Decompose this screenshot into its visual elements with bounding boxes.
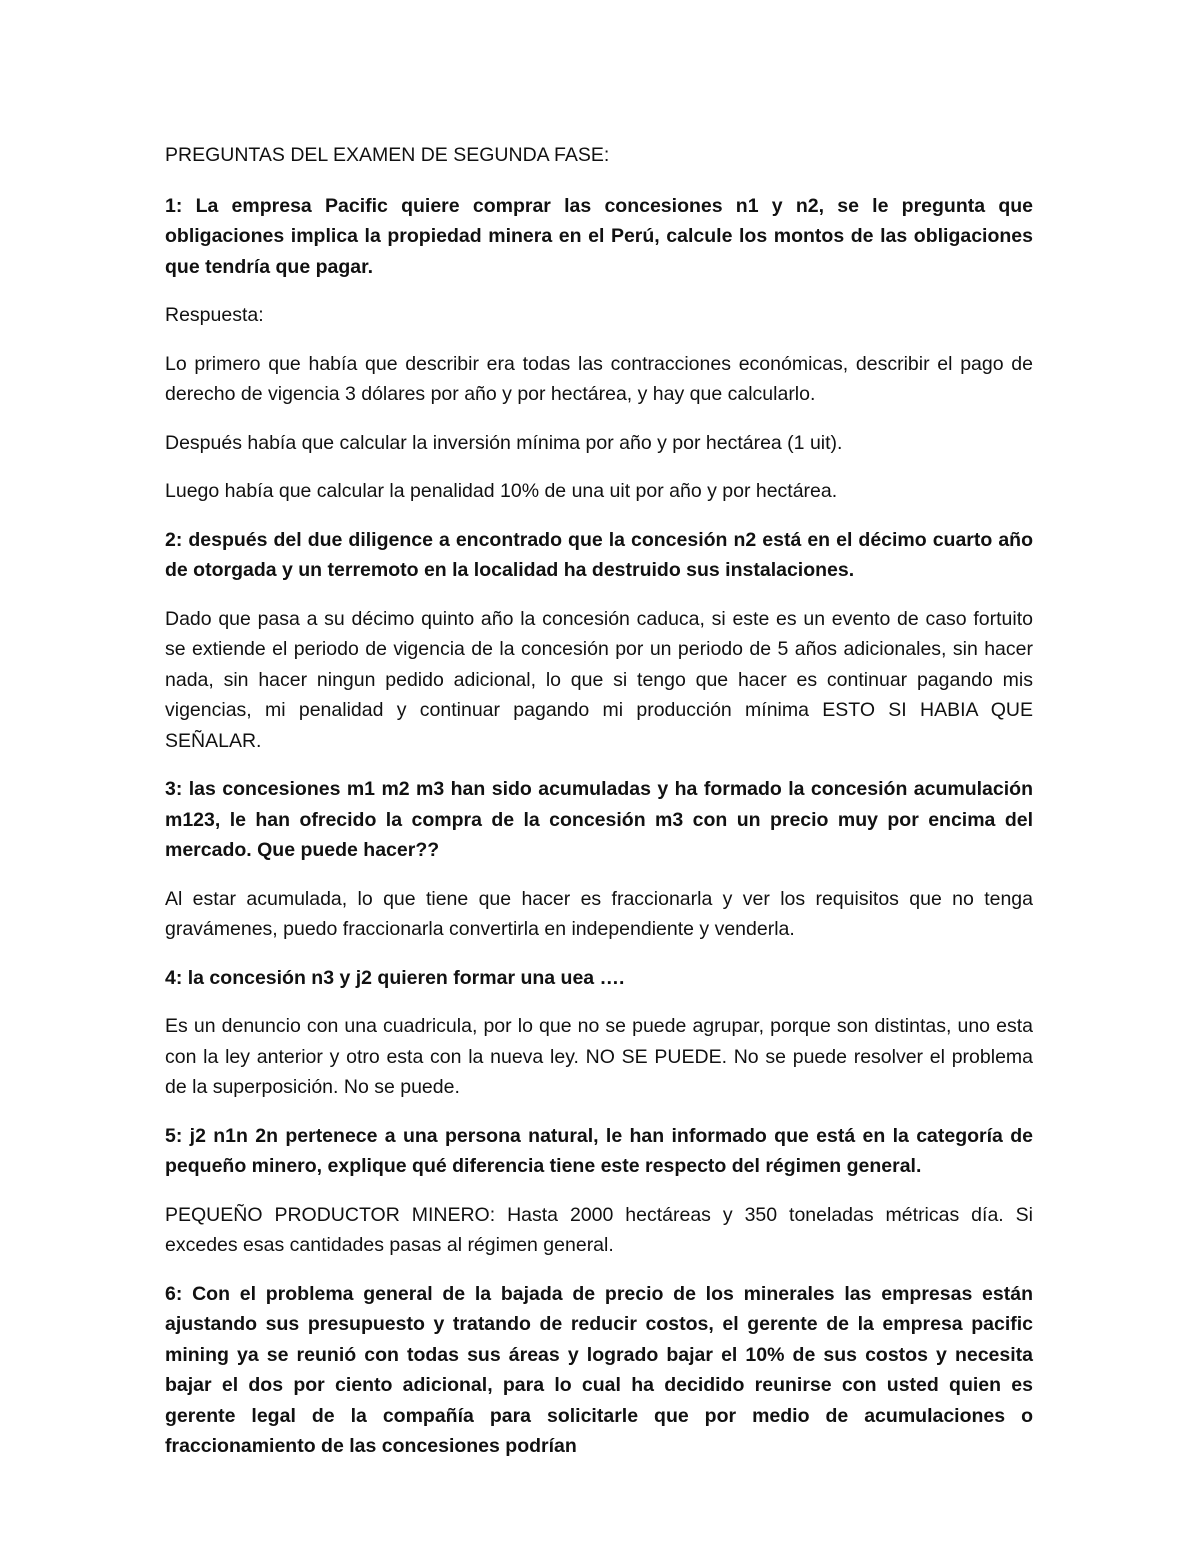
question-2: 2: después del due diligence a encontrado que la concesión n2 está en el décimo cuarto año de otorgada y un terremoto en la localidad ha destruido sus instalaciones. [165, 528, 1033, 581]
question-6: 6: Con el problema general de la bajada de precio de los minerales las empresas están ajustando sus presupuesto y tratando de reducir costos, el gerente de la empresa pacific mining ya se reunió con todas sus áreas y logrado bajar el 10% de sus costos y necesita bajar el dos por ciento adicional, para lo cual ha decidido reunirse con usted quien es gerente legal de la compañía para solicitarle que por medio de acumulaciones o fraccionamiento de las concesiones podrían [165, 1282, 1033, 1457]
document-body [165, 140, 1033, 1480]
answer-1-paragraph-2: Después había que calcular la inversión mínima por año y por hectárea (1 uit). [165, 431, 843, 454]
question-4: 4: la concesión n3 y j2 quieren formar una uea …. [165, 966, 625, 989]
document-title: PREGUNTAS DEL EXAMEN DE SEGUNDA FASE: [165, 144, 610, 166]
question-3: 3: las concesiones m1 m2 m3 han sido acumuladas y ha formado la concesión acumulación m123, le han ofrecido la compra de la concesión m3 con un precio muy por encima del mercado. Que puede hacer?? [165, 778, 1033, 861]
question-5: 5: j2 n1n 2n pertenece a una persona natural, le han informado que está en la categoría de pequeño minero, explique qué diferencia tiene este respecto del régimen general. [165, 1124, 1033, 1177]
answer-5: PEQUEÑO PRODUCTOR MINERO: Hasta 2000 hectáreas y 350 toneladas métricas día. Si excedes esas cantidades pasas al régimen general. [165, 1203, 1033, 1256]
answer-1-paragraph-3: Luego había que calcular la penalidad 10% de una uit por año y por hectárea. [165, 480, 838, 502]
question-1: 1: La empresa Pacific quiere comprar las concesiones n1 y n2, se le pregunta que obligaciones implica la propiedad minera en el Perú, calcule los montos de las obligaciones que tendría que pagar. [165, 194, 1033, 278]
answer-4: Es un denuncio con una cuadricula, por lo que no se puede agrupar, porque son distintas, uno esta con la ley anterior y otro esta con la nueva ley. NO SE PUEDE. No se puede resolver el problema de la superposición. No se puede. [165, 1015, 1033, 1098]
answer-label: Respuesta: [165, 304, 264, 326]
answer-1-paragraph-1: Lo primero que había que describir era todas las contracciones económicas, describir el pago de derecho de vigencia 3 dólares por año y por hectárea, y hay que calcularlo. [165, 352, 1033, 405]
answer-2: Dado que pasa a su décimo quinto año la concesión caduca, si este es un evento de caso fortuito se extiende el periodo de vigencia de la concesión por un periodo de 5 años adicionales, sin hacer nada, sin hacer ningun pedido adicional, lo que si tengo que hacer es continuar pagando mis vigencias, mi penalidad y continuar pagando mi producción mínima ESTO SI HABIA QUE SEÑALAR. [165, 607, 1033, 752]
answer-3: Al estar acumulada, lo que tiene que hacer es fraccionarla y ver los requisitos que no tenga gravámenes, puedo fraccionarla convertirla en independiente y venderla. [165, 887, 1033, 940]
